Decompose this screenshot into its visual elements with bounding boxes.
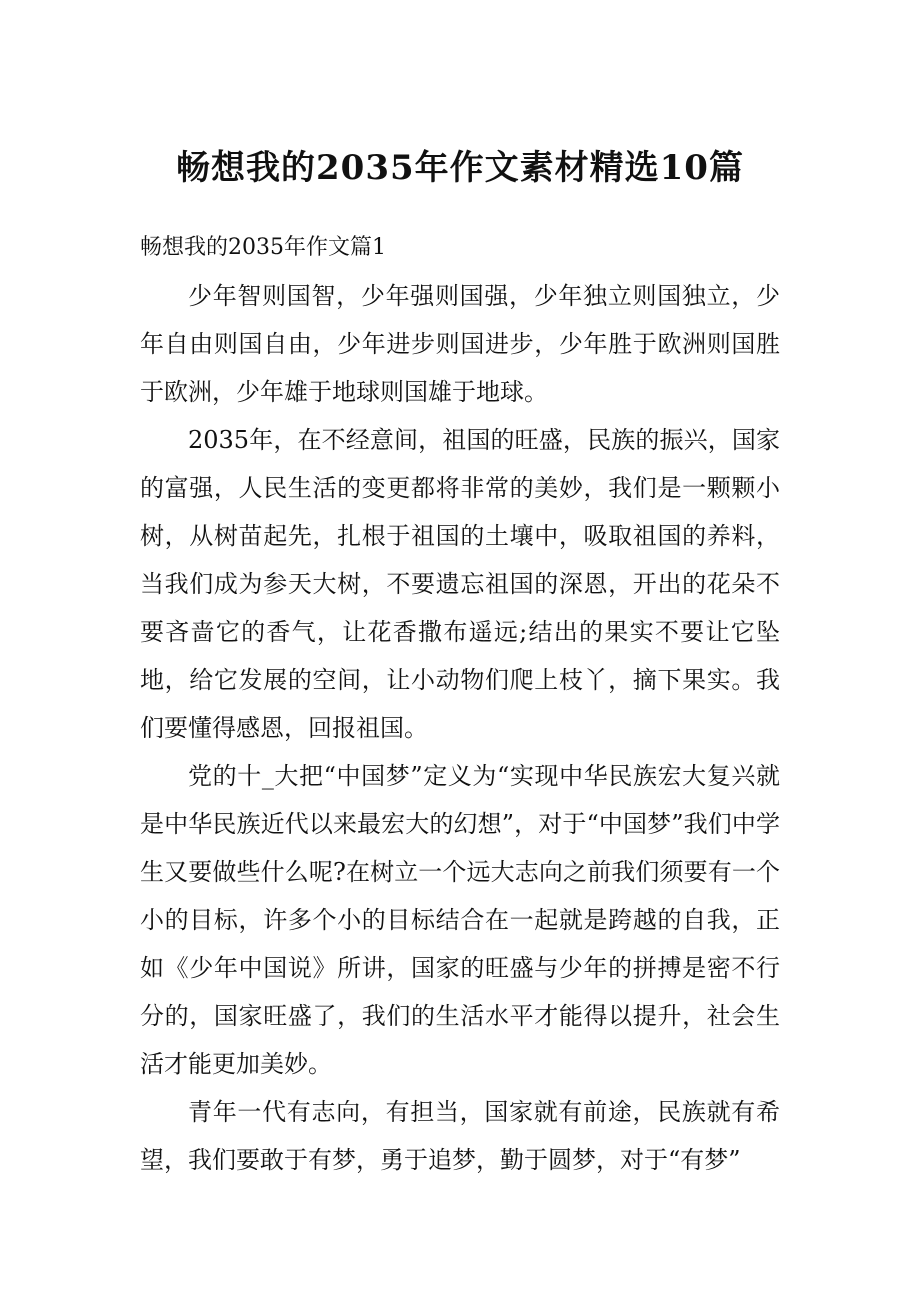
paragraph: 党的十_大把“中国梦”定义为“实现中华民族宏大复兴就是中华民族近代以来最宏大的幻想”，对于“中国梦”我们中学生又要做些什么呢?在树立一个远大志向之前我们须要有一个小的目标，许多个小的目标结合在一起就是跨越的自我，正如《少年中国说》所讲，国家的旺盛与少年的拼搏是密不行分的，国家旺盛了，我们的生活水平才能得以提升，社会生活才能更加美妙。 <box>140 762 780 1078</box>
section-heading: 畅想我的2035年作文篇1 <box>140 235 386 260</box>
document-body <box>140 272 780 1184</box>
paragraph: 2035年，在不经意间，祖国的旺盛，民族的振兴，国家的富强，人民生活的变更都将非常的美妙，我们是一颗颗小树，从树苗起先，扎根于祖国的土壤中，吸取祖国的养料，当我们成为参天大树，不要遗忘祖国的深恩，开出的花朵不要吝啬它的香气，让花香撒布遥远;结出的果实不要让它坠地，给它发展的空间，让小动物们爬上枝丫，摘下果实。我们要懂得感恩，回报祖国。 <box>140 426 780 742</box>
paragraph: 少年智则国智，少年强则国强，少年独立则国独立，少年自由则国自由，少年进步则国进步，少年胜于欧洲则国胜于欧洲，少年雄于地球则国雄于地球。 <box>140 282 780 406</box>
paragraph: 青年一代有志向，有担当，国家就有前途，民族就有希望，我们要敢于有梦，勇于追梦，勤于圆梦，对于“有梦” <box>140 1098 780 1174</box>
document-title: 畅想我的2035年作文素材精选10篇 <box>176 148 744 188</box>
